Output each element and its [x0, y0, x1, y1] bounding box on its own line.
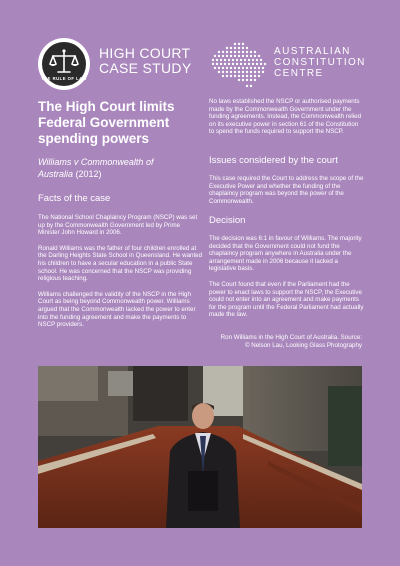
badge-text: THE RULE OF LAW	[41, 76, 87, 81]
decision-heading: Decision	[209, 215, 246, 226]
facts-paragraph-1: The National School Chaplaincy Program (NSCP) was set up by the Commonwealth Government led by Prime Minister John Howard in 2006.	[38, 214, 198, 237]
facts-section	[38, 193, 203, 329]
centre-line-3: CENTRE	[274, 68, 324, 79]
centre-name	[274, 46, 384, 79]
case-study-label	[99, 46, 209, 76]
issues-heading: Issues considered by the court	[209, 155, 338, 166]
centre-line-1: AUSTRALIAN	[274, 46, 351, 57]
facts-heading: Facts of the case	[38, 193, 111, 204]
scales-of-justice-icon	[38, 38, 90, 90]
australia-map-logo-icon	[209, 38, 269, 90]
decision-paragraph-2: The Court found that even if the Parliament had the power to enact laws to support the NSCP, the Executive could not enter into an agreement and make payments for the program until the Federal Parliament had actually made the law.	[209, 280, 364, 319]
decision-section	[209, 215, 364, 319]
page-title: The High Court limits Federal Government spending powers	[38, 99, 175, 146]
decision-paragraph-1: The decision was 6:1 in favour of Williams. The majority decided that the Government could not fund the chaplaincy program anywhere in Australia under the arrangement made in 2006 because it lacked a legislative basis.	[209, 235, 362, 273]
photo-caption: Ron Williams in the High Court of Australia. Source: © Nelson Lau, Looking Glass Photography	[220, 334, 362, 349]
facts-paragraph-2: Ronald Williams was the father of four children enrolled at the Darling Heights State School in Queensland. He wanted his children to have a secular education in a public State school. He was concerned that the NSCP was providing religious teaching.	[38, 244, 203, 283]
centre-line-2: CONSTITUTION	[274, 57, 366, 68]
case-name	[38, 156, 198, 180]
intro-right-section	[209, 98, 364, 136]
photo-ron-williams-high-court	[38, 366, 362, 528]
case-study-line-2: CASE STUDY	[99, 60, 192, 76]
case-name-italic-rest: Australia	[38, 169, 74, 179]
issues-paragraph-1: This case required the Court to address the scope of the Executive Power and whether the funding of the chaplaincy program was beyond the power of the Commonwealth.	[209, 175, 364, 205]
case-study-line-1: HIGH COURT	[99, 45, 191, 61]
facts-paragraph-3: Williams challenged the validity of the NSCP in the High Court as being beyond Commonwealth power. Williams argued that the Commonwealth lacked the power to enter into the funding agreement and make the payments to NSCP providers.	[38, 290, 196, 329]
case-year: (2012)	[75, 169, 102, 179]
case-name-italic: Williams v Commonwealth of	[38, 157, 154, 167]
intro-right-paragraph: No laws established the NSCP or authorised payments made by the Commonwealth Government under the funding agreements. Instead, the Commonwealth relied on its executive power in section 61 of the Constitution to spend the funds required to support the NSCP.	[209, 98, 362, 136]
rule-of-law-badge-logo	[38, 38, 90, 90]
photo-illustration	[38, 366, 362, 528]
issues-section	[209, 155, 364, 205]
